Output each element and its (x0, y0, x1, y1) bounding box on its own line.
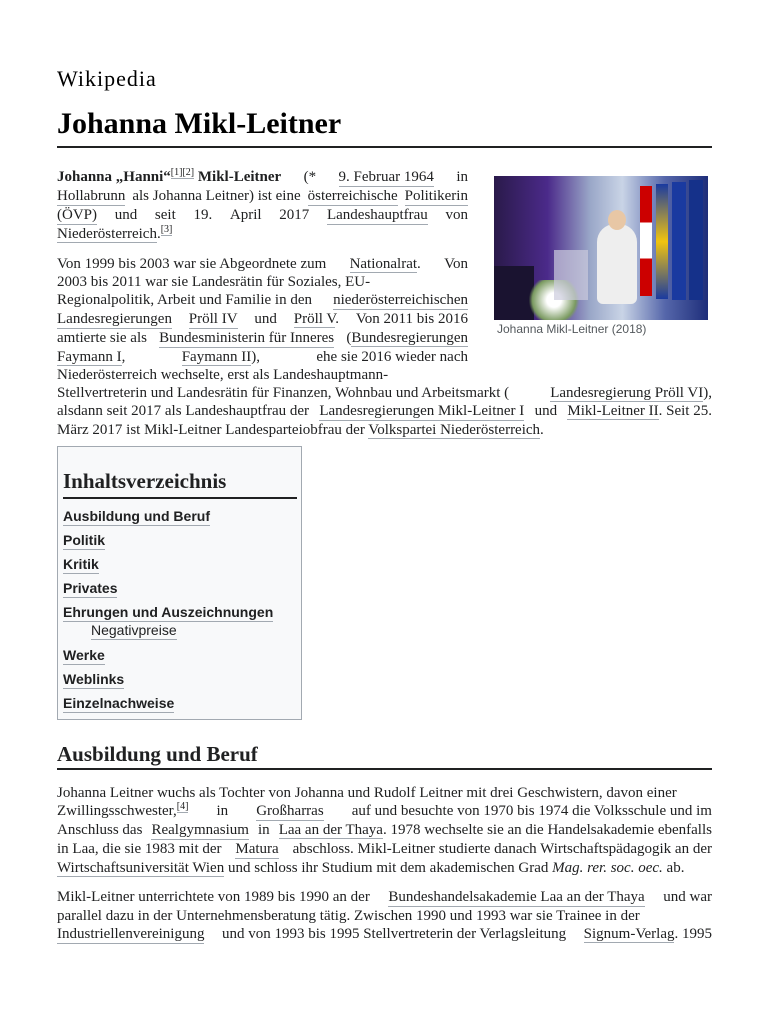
text: und (114, 207, 138, 223)
text: von (445, 207, 468, 223)
text: März 2017 ist Mikl-Leitner Landesparteiobfrau der (57, 422, 365, 438)
section-heading: Ausbildung und Beruf (57, 740, 712, 770)
page-title: Johanna Mikl-Leitner (57, 102, 712, 148)
text: abschloss. Mikl-Leitner studierte danach Wirtschaftspädagogik an der (292, 841, 712, 857)
text: Zwillingsschwester, (57, 803, 177, 819)
bold-name: Mikl-Leitner (197, 169, 282, 185)
toc-item-ausbildung[interactable]: Ausbildung und Beruf (63, 508, 210, 524)
vp-noe-link[interactable]: Volkspartei Niederösterreich (368, 422, 541, 438)
text-line: Faymann I, Faymann II), ehe sie 2016 wieder nach (57, 349, 468, 365)
laa-link[interactable]: Laa an der Thaya (278, 822, 383, 838)
reference-link[interactable]: [3] (160, 224, 173, 235)
text-line (57, 421, 712, 439)
degree-text: Mag. rer. soc. oec. (552, 860, 663, 876)
text: in (257, 822, 270, 838)
text: April (229, 207, 262, 223)
text: und schloss ihr Studium mit dem akademischen Grad (227, 860, 549, 876)
text-line (57, 925, 712, 944)
bold-name: Johanna „Hanni“ (57, 169, 171, 185)
toc-item-negativpreise[interactable]: Negativpreise (91, 622, 177, 638)
date-link[interactable]: 9. Februar 1964 (338, 169, 434, 185)
signum-verlag-link[interactable]: Signum-Verlag (583, 926, 675, 942)
text-line (57, 384, 712, 402)
table-of-contents (57, 446, 302, 720)
text: und war (663, 889, 712, 905)
logo-text: Wikipedia (57, 66, 157, 91)
text-line (57, 907, 712, 925)
toc-item-politik[interactable]: Politik (63, 532, 106, 548)
niederoesterreich-link[interactable]: Niederösterreich (57, 226, 157, 242)
text-line (57, 402, 712, 421)
toc-title: Inhaltsverzeichnis (63, 469, 297, 499)
wikipedia-logo[interactable] (57, 66, 157, 92)
bundesregierungen-link[interactable]: Bundesregierungen (351, 330, 468, 346)
landeshauptfrau-link[interactable]: Landeshauptfrau (326, 207, 428, 223)
text: in (456, 169, 468, 185)
text-line (57, 802, 712, 821)
text-line: amtierte sie als Bundesministerin für Inneres (Bundesregierungen (57, 330, 468, 346)
education-paragraph (57, 784, 712, 877)
mikl-leitner-i-link[interactable]: Landesregierungen Mikl-Leitner I (319, 403, 525, 419)
text: (* (303, 169, 317, 185)
image-detail (608, 210, 626, 230)
industriellenvereinigung-link[interactable]: Industriellenvereinigung (57, 926, 205, 942)
text: auf und besuchte von 1970 bis 1974 die Volksschule und im (351, 803, 712, 819)
intro-paragraph (57, 168, 468, 243)
text: Niederösterreich wechselte, erst als Landeshauptmann- (57, 367, 389, 383)
grossharras-link[interactable]: Großharras (256, 803, 324, 819)
career-start-paragraph (57, 888, 712, 944)
text-line (57, 888, 712, 907)
lower-austrian-link[interactable]: niederösterreichischen (333, 292, 468, 308)
text-line: Landesregierungen Pröll IV und Pröll V. Von 2011 bis 2016 (57, 311, 468, 327)
reference-link[interactable]: [4] (176, 801, 189, 812)
text: Stellvertreterin und Landesrätin für Finanzen, Wohnbau und Arbeitsmarkt ( (57, 385, 510, 401)
proell-vi-link[interactable]: Landesregierung Pröll VI (550, 385, 704, 401)
interior-minister-link[interactable]: Bundesministerin für Inneres (159, 330, 335, 346)
text: ehe sie 2016 wieder nach (316, 349, 468, 365)
text-line (57, 168, 468, 187)
text-line (57, 840, 712, 859)
text: Regionalpolitik, Arbeit und Familie in den (57, 292, 312, 308)
austrian-link[interactable]: österreichische (307, 188, 398, 204)
text: und (534, 403, 558, 419)
text: in Laa, die sie 1983 mit der (57, 841, 222, 857)
image-caption: Johanna Mikl-Leitner (2018) (497, 322, 647, 336)
text: 19. (193, 207, 213, 223)
text: parallel dazu in der Unternehmensberatung tätig. Zwischen 1990 und 1993 war sie Trainee in der (57, 908, 640, 924)
faymann-i-link[interactable]: Faymann I (57, 349, 122, 365)
career-paragraph (57, 255, 712, 439)
text: als Johanna Leitner) ist eine (132, 188, 301, 204)
text-line (57, 291, 468, 310)
text-line (57, 784, 712, 802)
text: amtierte sie als (57, 330, 147, 346)
proell-iv-link[interactable]: Pröll IV (188, 311, 238, 327)
reference-link[interactable]: [1][2] (170, 167, 195, 178)
text: 2017 (279, 207, 310, 223)
text: ab. (666, 860, 685, 876)
text: und (254, 311, 277, 327)
ovp-link[interactable]: (ÖVP) (57, 207, 97, 223)
text: ), (703, 385, 712, 401)
proell-v-link[interactable]: Pröll V (293, 311, 336, 327)
politician-link[interactable]: Politikerin (404, 188, 468, 204)
text: in (216, 803, 229, 819)
text: Mikl-Leitner unterrichtete von 1989 bis 1990 an der (57, 889, 370, 905)
text: . 1978 wechselte sie an die Handelsakademie ebenfalls (382, 822, 712, 838)
text: . (540, 422, 544, 438)
text-line (57, 366, 468, 384)
text-line: Von 1999 bis 2003 war sie Abgeordnete zum Nationalrat. Von (57, 256, 468, 272)
text-line (57, 273, 468, 291)
text-line (57, 206, 468, 225)
text: Von 1999 bis 2003 war sie Abgeordnete zum (57, 256, 327, 272)
text: alsdann seit 2017 als Landeshauptfrau der (57, 403, 310, 419)
toc-item-privates[interactable]: Privates (63, 580, 118, 596)
toc-item-werke[interactable]: Werke (63, 647, 105, 663)
mikl-leitner-ii-link[interactable]: Mikl-Leitner II (567, 403, 659, 419)
text: seit (154, 207, 176, 223)
matura-link[interactable]: Matura (235, 841, 279, 857)
text: Von 2011 bis 2016 (355, 311, 468, 327)
bhak-laa-link[interactable]: Bundeshandelsakademie Laa an der Thaya (388, 889, 645, 905)
text-line (57, 821, 712, 840)
text-line (57, 859, 712, 877)
text: Von (444, 256, 468, 272)
text: . 1995 (674, 926, 712, 942)
toc-item-kritik[interactable]: Kritik (63, 556, 99, 572)
text: 2003 bis 2011 war sie Landesrätin für Soziales, EU- (57, 274, 371, 290)
nationalrat-link[interactable]: Nationalrat (349, 256, 418, 272)
toc-item-einzelnachweise[interactable]: Einzelnachweise (63, 695, 175, 711)
faymann-ii-link[interactable]: Faymann II (181, 349, 252, 365)
text-line (57, 187, 468, 206)
hollabrunn-link[interactable]: Hollabrunn (57, 188, 126, 204)
text: . Seit 25. (658, 403, 712, 419)
landesregierungen-link[interactable]: Landesregierungen (57, 311, 172, 327)
realgymnasium-link[interactable]: Realgymnasium (151, 822, 249, 838)
text: Johanna Leitner wuchs als Tochter von Johanna und Rudolf Leitner mit drei Geschwistern, davon einer (57, 785, 677, 801)
toc-item-weblinks[interactable]: Weblinks (63, 671, 125, 687)
text: Anschluss das (57, 822, 143, 838)
wu-wien-link[interactable]: Wirtschaftsuniversität Wien (57, 860, 225, 876)
toc-item-ehrungen[interactable]: Ehrungen und Auszeichnungen (63, 604, 274, 620)
text-line: Niederösterreich.[3] (57, 224, 173, 242)
text: und von 1993 bis 1995 Stellvertreterin der Verlagsleitung (221, 926, 567, 942)
